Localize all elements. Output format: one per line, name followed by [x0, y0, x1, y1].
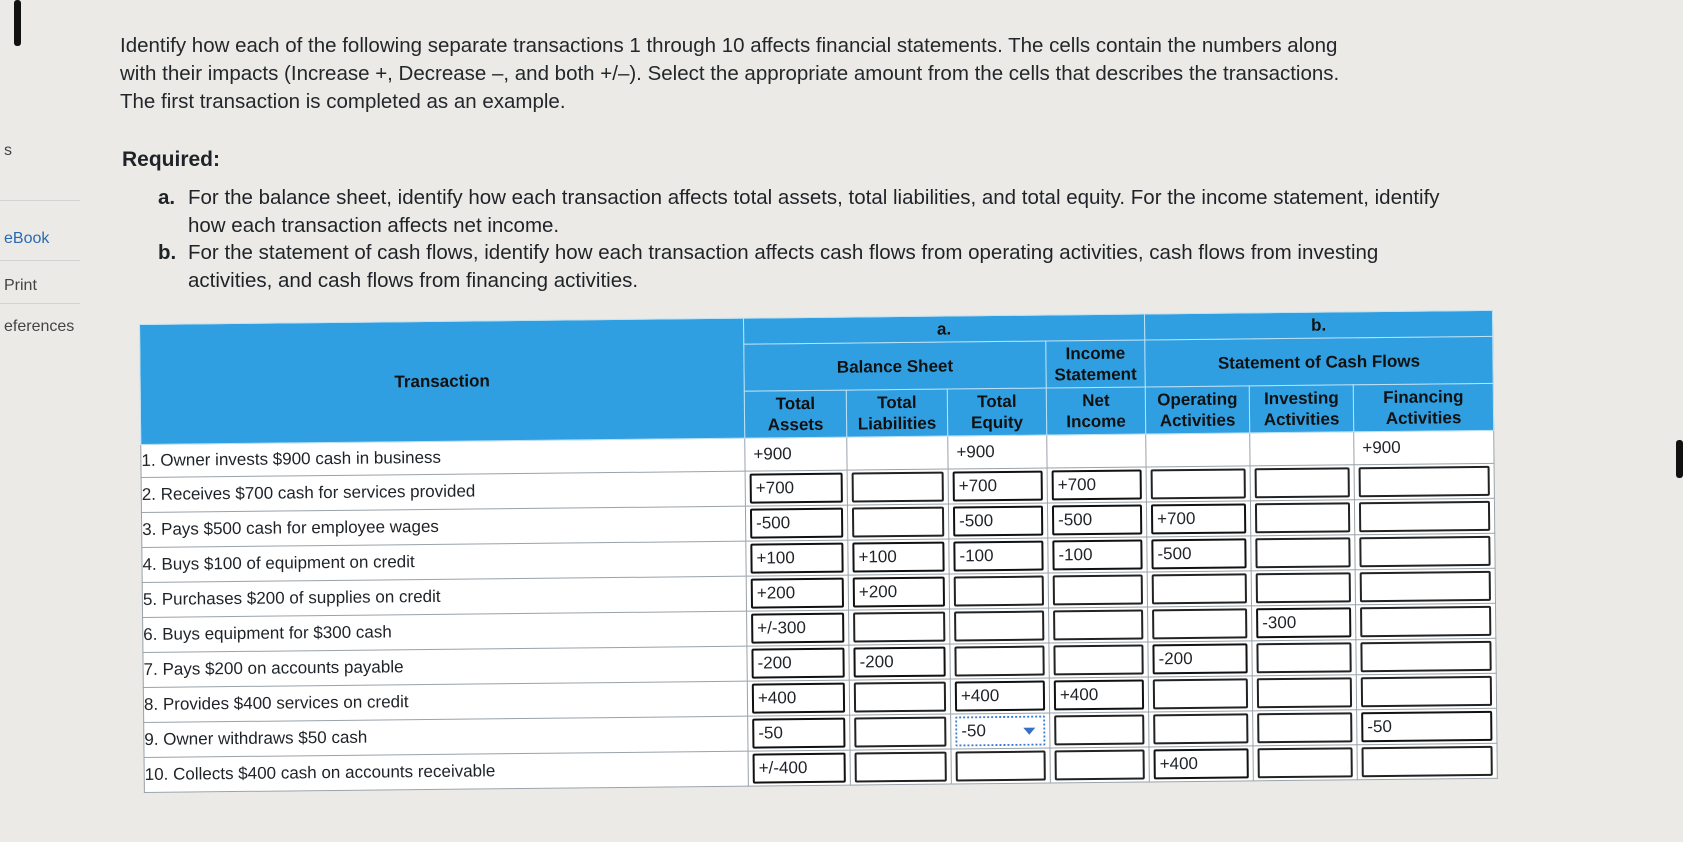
answer-input[interactable] [953, 541, 1043, 572]
table-cell [1253, 745, 1357, 781]
answer-input[interactable] [1360, 606, 1491, 637]
transactions-body [141, 430, 1498, 792]
table-cell [847, 436, 948, 470]
answer-value: +200 [858, 582, 898, 602]
table-cell [1149, 746, 1253, 782]
table-cell [1355, 533, 1495, 569]
table-cell [948, 503, 1047, 539]
table-cell [950, 678, 1049, 714]
table-cell [747, 680, 849, 716]
answer-value: -200 [1158, 648, 1193, 669]
table-cell [1250, 432, 1354, 466]
table-cell [746, 575, 848, 611]
table-cell [1354, 498, 1494, 534]
answer-input[interactable] [1053, 644, 1143, 675]
answer-input[interactable] [1361, 746, 1492, 777]
answer-value: +700 [958, 476, 998, 496]
answer-input[interactable] [1359, 536, 1490, 567]
table-cell [1049, 642, 1148, 678]
answer-value: -200 [757, 653, 792, 673]
transaction-label: 3. Pays $500 cash for employee wages [141, 506, 745, 547]
table-cell [1146, 433, 1250, 467]
table-cell [948, 435, 1047, 469]
window-edge-marker [1676, 440, 1683, 478]
table-cell [1148, 606, 1252, 642]
answer-value: +400 [960, 686, 1000, 706]
table-cell [849, 644, 950, 680]
answer-input[interactable] [751, 613, 844, 644]
answer-value: +700 [755, 478, 795, 498]
answer-input[interactable] [855, 752, 947, 783]
table-cell [1047, 434, 1146, 468]
answer-input[interactable] [752, 683, 845, 714]
chevron-down-icon[interactable] [1023, 727, 1035, 734]
required-item-a [158, 184, 1448, 239]
left-sidebar [0, 0, 80, 842]
answer-dropdown[interactable] [955, 716, 1045, 747]
answer-input[interactable] [1359, 501, 1490, 532]
table-cell [949, 538, 1048, 574]
answer-input[interactable] [1152, 608, 1247, 639]
table-cell [849, 679, 950, 715]
answer-input[interactable] [854, 717, 946, 748]
answer-value: -500 [1157, 543, 1192, 564]
table-cell [1147, 571, 1251, 607]
sidebar-divider [0, 200, 80, 201]
answer-value: -100 [959, 546, 994, 566]
transaction-label: 6. Buys equipment for $300 cash [143, 611, 747, 652]
table-cell [1147, 536, 1251, 572]
header-balance-sheet: Balance Sheet [744, 341, 1046, 391]
table-cell [847, 469, 948, 505]
sidebar-item-references[interactable]: eferences [4, 318, 75, 335]
answer-input[interactable] [1154, 748, 1249, 779]
transaction-label: 9. Owner withdraws $50 cash [144, 716, 748, 757]
header-total-assets: Total Assets [744, 390, 846, 438]
table-cell [1251, 570, 1355, 606]
answer-input[interactable] [1052, 470, 1142, 501]
answer-value: -100 [1058, 545, 1093, 565]
answer-value: -500 [959, 511, 994, 531]
example-value [1146, 449, 1249, 450]
answer-input[interactable] [750, 508, 843, 539]
answer-value: +700 [1057, 474, 1097, 495]
answer-input[interactable] [1151, 538, 1246, 569]
instructions [120, 32, 1500, 116]
table-cell [847, 504, 948, 540]
header-total-liabilities: Total Liabilities [846, 389, 947, 437]
table-cell [1354, 463, 1494, 499]
example-value: +900 [753, 444, 792, 464]
answer-input[interactable] [752, 718, 845, 749]
transaction-label: 5. Purchases $200 of supplies on credit [142, 576, 746, 617]
answer-input[interactable] [1055, 749, 1145, 780]
table-cell [849, 609, 950, 645]
table-cell [1250, 465, 1354, 501]
transaction-label: 4. Buys $100 of equipment on credit [142, 541, 746, 582]
transaction-label: 1. Owner invests $900 cash in business [141, 438, 745, 477]
answer-input[interactable] [1052, 540, 1142, 571]
transaction-label: 7. Pays $200 on accounts payable [143, 646, 747, 687]
table-cell [848, 574, 949, 610]
header-part-b: b. [1144, 310, 1492, 340]
table-cell [1048, 572, 1147, 608]
sidebar-item-ebook[interactable]: eBook [4, 230, 50, 247]
answer-input[interactable] [750, 473, 843, 504]
header-part-a: a. [743, 314, 1144, 344]
answer-input[interactable] [852, 542, 944, 573]
answer-value: -500 [1058, 510, 1093, 530]
required-item-b [158, 239, 1448, 294]
answer-value: -500 [756, 513, 791, 533]
required-item-a-text: For the balance sheet, identify how each transaction affects total assets, total liabilities, and total equity. For the income statement, identify how each transaction affects net income. [188, 186, 1440, 237]
answer-input[interactable] [954, 576, 1044, 607]
answer-input[interactable] [853, 612, 945, 643]
answer-input[interactable] [953, 506, 1043, 537]
table-cell [1354, 430, 1494, 464]
table-cell [1146, 466, 1250, 502]
answer-value: +100 [858, 547, 897, 567]
answer-input[interactable] [1054, 679, 1144, 710]
sidebar-item-s[interactable]: s [4, 142, 12, 159]
answer-input[interactable] [1053, 575, 1143, 606]
example-value [1250, 448, 1353, 449]
table-cell [1050, 747, 1149, 783]
answer-input[interactable] [1360, 571, 1491, 602]
table-cell [1149, 711, 1253, 747]
header-net-income: Net Income [1046, 387, 1145, 435]
answer-input[interactable] [751, 578, 844, 609]
answer-input[interactable] [753, 753, 846, 784]
answer-input[interactable] [954, 611, 1044, 642]
window-edge-marker [14, 0, 21, 46]
table-cell [748, 750, 850, 786]
table-cell [1356, 638, 1496, 674]
answer-input[interactable] [852, 472, 944, 503]
instructions-line-3: The first transaction is completed as an example. [120, 90, 566, 113]
header-transaction: Transaction [140, 318, 745, 444]
table-cell [1048, 537, 1147, 573]
table-cell [1357, 708, 1497, 744]
instructions-line-1: Identify how each of the following separate transactions 1 through 10 affects financial statements. The cells contain the numbers along [120, 34, 1338, 57]
table-cell [1357, 743, 1497, 779]
answer-input[interactable] [750, 543, 843, 574]
example-value: +900 [956, 442, 995, 462]
answer-value: +200 [756, 583, 796, 603]
required-item-b-text: For the statement of cash flows, identify how each transaction affects cash flows from operating activities, cash flows from investing activities, and cash flows from financing activities. [188, 241, 1379, 292]
header-income-statement: Income Statement [1046, 340, 1145, 388]
instructions-line-2: with their impacts (Increase +, Decrease –, and both +/–). Select the appropriate amount from the cells that describes the transactions. [120, 62, 1340, 85]
answer-input[interactable] [853, 647, 945, 678]
header-total-equity: Total Equity [947, 388, 1046, 436]
sidebar-divider [0, 260, 80, 261]
table-cell [1148, 676, 1252, 712]
table-cell [1050, 712, 1149, 748]
header-cash-flows: Statement of Cash Flows [1145, 336, 1493, 387]
table-cell [746, 540, 848, 576]
table-cell [1250, 500, 1354, 536]
answer-input[interactable] [1052, 505, 1142, 536]
answer-value: +/-400 [758, 758, 808, 778]
answer-input[interactable] [1256, 642, 1351, 673]
answer-value: +400 [1059, 684, 1099, 705]
table-cell [848, 539, 949, 575]
table-cell [745, 470, 847, 506]
answer-value: -50 [1367, 716, 1392, 737]
sidebar-item-print[interactable]: Print [4, 277, 37, 294]
table-cell [1049, 607, 1148, 643]
example-value: +900 [1362, 437, 1401, 458]
table-cell [1356, 673, 1496, 709]
answer-input[interactable] [1152, 643, 1247, 674]
answer-input[interactable] [751, 648, 844, 679]
answer-value: -50 [961, 721, 986, 741]
table-cell [951, 713, 1050, 749]
answer-input[interactable] [953, 471, 1043, 502]
answer-input[interactable] [1054, 714, 1144, 745]
transactions-table [139, 310, 1498, 793]
answer-input[interactable] [1151, 468, 1246, 499]
answer-value: +700 [1156, 508, 1196, 529]
answer-value: +400 [1159, 753, 1199, 774]
answer-input[interactable] [1153, 713, 1248, 744]
answer-input[interactable] [854, 682, 946, 713]
answer-value: +/-300 [757, 618, 807, 638]
table-cell [1253, 710, 1357, 746]
table-cell [850, 749, 951, 785]
answer-input[interactable] [1256, 572, 1351, 603]
answer-value: -200 [859, 652, 894, 672]
answer-input[interactable] [853, 577, 945, 608]
answer-input[interactable] [1361, 711, 1492, 742]
answer-input[interactable] [1053, 610, 1143, 641]
table-cell [747, 610, 849, 646]
answer-value: +400 [757, 688, 797, 708]
required-item-b-label: b. [158, 241, 177, 264]
table-cell [1049, 677, 1148, 713]
example-value [847, 453, 947, 454]
answer-input[interactable] [1255, 467, 1350, 498]
required-list [158, 184, 1448, 294]
transaction-label: 10. Collects $400 cash on accounts receivable [144, 751, 748, 792]
answer-input[interactable] [956, 751, 1046, 782]
table-cell [948, 468, 1047, 504]
sidebar-divider [0, 303, 80, 304]
table-cell [950, 608, 1049, 644]
header-investing-activities: Investing Activities [1249, 385, 1353, 433]
table-cell [949, 573, 1048, 609]
example-value [1047, 450, 1145, 451]
answer-value: -50 [758, 723, 783, 743]
table-cell [1146, 501, 1250, 537]
required-heading: Required: [122, 148, 221, 171]
table-cell [1355, 568, 1495, 604]
table-cell [1251, 535, 1355, 571]
table-cell [850, 714, 951, 750]
answer-input[interactable] [1257, 712, 1352, 743]
table-cell [747, 645, 849, 681]
answer-input[interactable] [1256, 607, 1351, 638]
table-cell [1356, 603, 1496, 639]
answer-input[interactable] [1258, 747, 1353, 778]
transaction-label: 2. Receives $700 cash for services provided [141, 471, 745, 512]
answer-input[interactable] [1151, 503, 1246, 534]
answer-input[interactable] [852, 507, 944, 538]
answer-input[interactable] [1255, 502, 1350, 533]
table-cell [1148, 641, 1252, 677]
table-cell [1047, 467, 1146, 503]
table-cell [1047, 502, 1146, 538]
table-cell [1252, 640, 1356, 676]
answer-input[interactable] [955, 681, 1045, 712]
answer-input[interactable] [1359, 466, 1490, 497]
table-cell [950, 643, 1049, 679]
table-cell [1252, 675, 1356, 711]
answer-input[interactable] [1360, 641, 1491, 672]
header-operating-activities: Operating Activities [1145, 386, 1249, 434]
answer-value: +100 [756, 548, 795, 568]
table-cell [951, 748, 1050, 784]
table-cell [745, 505, 847, 541]
answer-input[interactable] [1153, 678, 1248, 709]
answer-input[interactable] [954, 646, 1044, 677]
answer-input[interactable] [1152, 573, 1247, 604]
answer-value: -300 [1262, 612, 1297, 633]
answer-input[interactable] [1361, 676, 1492, 707]
answer-input[interactable] [1255, 537, 1350, 568]
transaction-label: 8. Provides $400 services on credit [143, 681, 747, 722]
table-cell [745, 437, 847, 471]
table-cell [1252, 605, 1356, 641]
answer-input[interactable] [1257, 677, 1352, 708]
header-financing-activities: Financing Activities [1353, 383, 1494, 431]
required-item-a-label: a. [158, 186, 176, 209]
table-cell [748, 715, 850, 751]
